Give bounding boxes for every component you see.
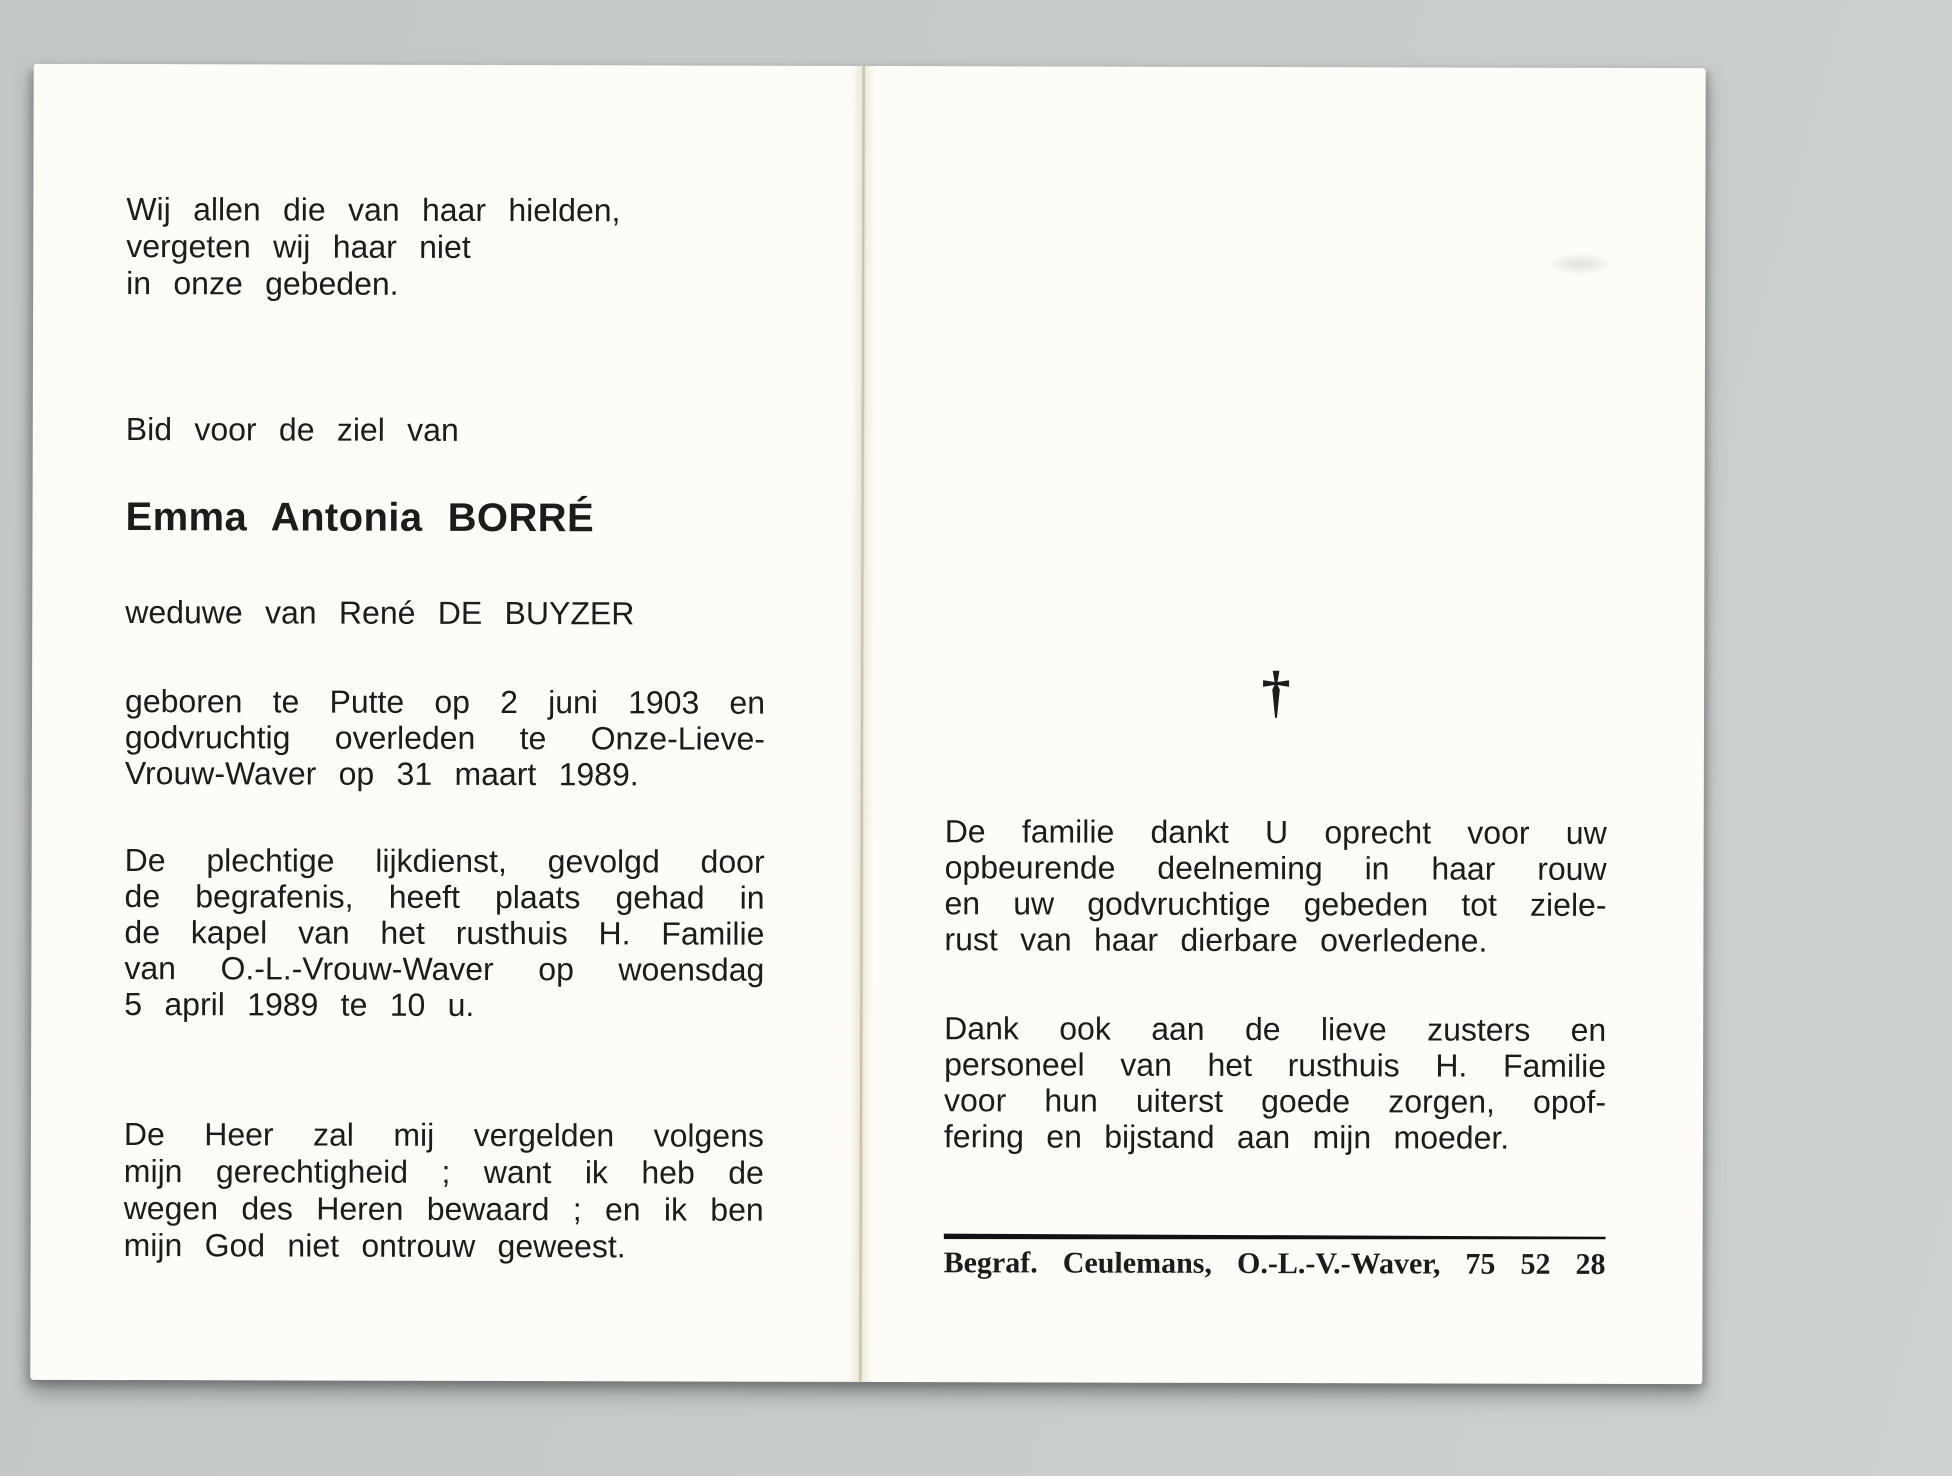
text-line: De plechtige lijkdienst, gevolgd door <box>124 842 765 880</box>
text-line: van O.-L.-Vrouw-Waver op woensdag <box>124 950 765 988</box>
text-line: 5 april 1989 te 10 u. <box>124 986 475 1023</box>
text-line: Begraf. Ceulemans, O.-L.-V.-Waver, 75 52 28 <box>943 1246 1606 1281</box>
memorial-card <box>30 64 1705 1384</box>
text-line: opbeurende deelneming in haar rouw <box>944 849 1607 887</box>
birth-death-paragraph <box>125 683 765 793</box>
text-line: geboren te Putte op 2 juni 1903 en <box>125 683 766 721</box>
text-line: Wij allen die van haar hielden, <box>126 191 621 229</box>
text-line: Bid voor de ziel van <box>125 411 459 448</box>
text-line: weduwe van René DE BUYZER <box>125 594 635 632</box>
text-line: personeel van het rusthuis H. Familie <box>944 1046 1607 1084</box>
left-page <box>30 64 853 1382</box>
divider-rule <box>944 1233 1606 1241</box>
text-line: vergeten wij haar niet <box>126 228 471 265</box>
scripture-paragraph <box>124 1116 764 1266</box>
text-line: de kapel van het rusthuis H. Familie <box>124 914 765 952</box>
text-line: Emma Antonia BORRÉ <box>125 495 595 541</box>
pray-intro-line <box>126 411 766 449</box>
text-line: voor hun uiterst goede zorgen, opof- <box>943 1082 1607 1120</box>
text-line: De Heer zal mij vergelden volgens <box>123 1116 764 1154</box>
text-line: mijn gerechtigheid ; want ik heb de <box>123 1153 764 1191</box>
text-line: rust van haar dierbare overledene. <box>944 921 1488 959</box>
funeral-service-paragraph <box>124 842 764 1024</box>
text-line: Dank ook aan de lieve zusters en <box>944 1010 1607 1048</box>
deceased-name <box>125 495 765 541</box>
text-line: Vrouw-Waver op 31 maart 1989. <box>124 755 639 793</box>
text-line: in onze gebeden. <box>126 265 399 302</box>
text-line: de begrafenis, heeft plaats gehad in <box>124 878 765 916</box>
pencil-smudge <box>1545 253 1615 275</box>
text-line: De familie dankt U oprecht voor uw <box>944 813 1607 851</box>
text-line: fering en bijstand aan mijn moeder. <box>943 1118 1510 1156</box>
widow-line <box>125 594 765 632</box>
text-line: godvruchtig overleden te Onze-Lieve- <box>124 719 766 757</box>
cross-icon: † <box>1261 659 1291 725</box>
text-line: en uw godvruchtige gebeden tot ziele- <box>944 885 1607 923</box>
memorial-verse <box>126 191 766 304</box>
thanks-family-paragraph <box>944 813 1606 959</box>
text-line: mijn God niet ontrouw geweest. <box>123 1227 626 1265</box>
text-line: wegen des Heren bewaard ; en ik ben <box>123 1190 764 1228</box>
funeral-home-line <box>944 1245 1606 1283</box>
thanks-staff-paragraph <box>944 1010 1606 1156</box>
right-page <box>872 66 1705 1384</box>
